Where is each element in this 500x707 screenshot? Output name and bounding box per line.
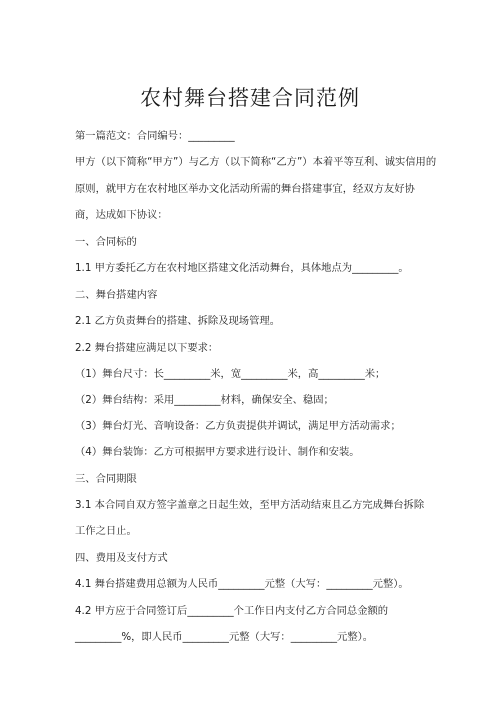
list-item: （2）舞台结构：采用_________材料，确保安全、稳固； [75, 394, 334, 406]
clause-line: _________%，即人民币_________元整（大写：_________元整）。 [75, 631, 374, 643]
list-item: （3）舞台灯光、音响设备：乙方负责提供并调试，满足甲方活动需求； [75, 420, 401, 432]
paragraph-line: 甲方（以下简称“甲方”）与乙方（以下简称“乙方”）本着平等互利、诚实信用的 [75, 156, 437, 168]
paragraph-line: 商，达成如下协议： [75, 209, 168, 221]
contract-number-line: 第一篇范文：合同编号：_________ [75, 130, 235, 142]
document-title: 农村舞台搭建合同范例 [140, 86, 360, 110]
clause-line: 2.1 乙方负责舞台的搭建、拆除及现场管理。 [75, 315, 280, 327]
clause-line: 3.1 本合同自双方签字盖章之日起生效，至甲方活动结束且乙方完成舞台拆除 [75, 499, 425, 511]
clause-line: 工作之日止。 [75, 525, 137, 537]
list-item: （1）舞台尺寸：长_________米，宽_________米，高_________米； [75, 368, 386, 380]
paragraph-line: 原则，就甲方在农村地区举办文化活动所需的舞台搭建事宜，经双方友好协 [75, 183, 415, 195]
clause-line: 2.2 舞台搭建应满足以下要求： [75, 342, 219, 354]
section-heading: 三、合同期限 [75, 473, 137, 485]
clause-line: 1.1 甲方委托乙方在农村地区搭建文化活动舞台，具体地点为_________。 [75, 262, 409, 274]
section-heading: 二、舞台搭建内容 [75, 289, 158, 301]
section-heading: 一、合同标的 [75, 236, 137, 248]
clause-line: 4.2 甲方应于合同签订后_________个工作日内支付乙方合同总金额的 [75, 605, 389, 617]
clause-line: 4.1 舞台搭建费用总额为人民币_________元整（大写：_________元整）。 [75, 578, 409, 590]
section-heading: 四、费用及支付方式 [75, 552, 168, 564]
list-item: （4）舞台装饰：乙方可根据甲方要求进行设计、制作和安装。 [75, 446, 360, 458]
